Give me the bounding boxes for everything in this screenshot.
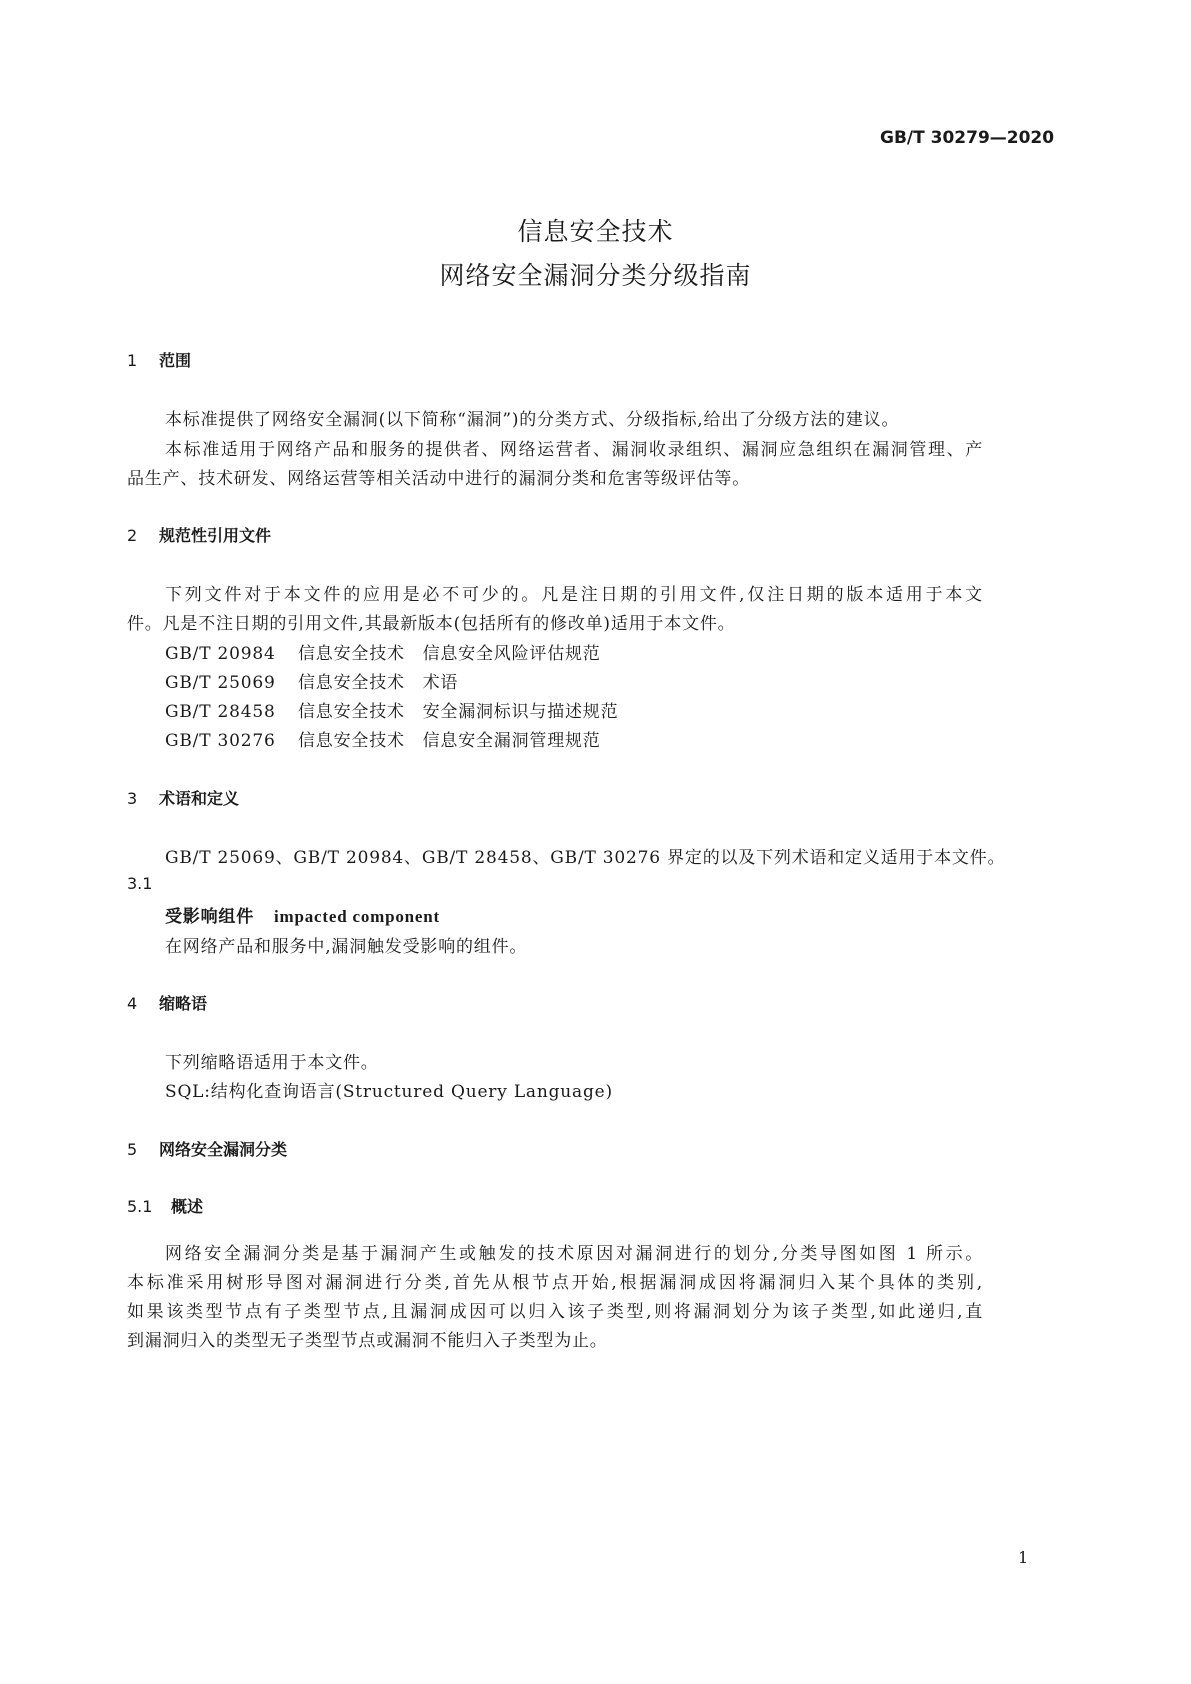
reference-title: 信息安全技术 信息安全漏洞管理规范 <box>298 731 601 751</box>
section-number: 1 <box>127 351 138 370</box>
section-number: 5.1 <box>127 1197 153 1216</box>
paragraph-line: 本标准采用树形导图对漏洞进行分类,首先从根节点开始,根据漏洞成因将漏洞归入某个具体的类别, <box>127 1273 983 1293</box>
section-title: 网络安全漏洞分类 <box>159 1140 288 1159</box>
reference-code: GB/T 28458 <box>165 702 276 722</box>
reference-item <box>165 697 618 722</box>
section-1-heading <box>127 348 191 371</box>
reference-item <box>165 726 601 751</box>
section-2-heading <box>127 523 271 546</box>
reference-title: 信息安全技术 安全漏洞标识与描述规范 <box>298 702 619 722</box>
term-english: impacted component <box>274 907 440 926</box>
abbreviation-entry: SQL:结构化查询语言(Structured Query Language) <box>165 1082 613 1102</box>
paragraph-line: 网络安全漏洞分类是基于漏洞产生或触发的技术原因对漏洞进行的划分,分类导图如图 1 所示。 <box>165 1244 983 1264</box>
section-5-1-heading <box>127 1194 203 1217</box>
title-line-2: 网络安全漏洞分类分级指南 <box>439 261 752 290</box>
section-number: 5 <box>127 1140 138 1159</box>
reference-code: GB/T 30276 <box>165 731 276 751</box>
page-number: 1 <box>1018 1548 1029 1567</box>
section-title: 范围 <box>159 351 192 370</box>
reference-item <box>165 639 601 664</box>
section-5-heading <box>127 1137 287 1160</box>
standard-number: GB/T 30279—2020 <box>880 128 1055 148</box>
term-definition: 在网络产品和服务中,漏洞触发受影响的组件。 <box>165 937 528 957</box>
section-4-heading <box>127 991 207 1014</box>
title-line-1: 信息安全技术 <box>517 217 674 246</box>
paragraph-line: 到漏洞归入的类型无子类型节点或漏洞不能归入子类型为止。 <box>127 1331 608 1351</box>
section-title: 概述 <box>171 1197 204 1216</box>
term-number: 3.1 <box>127 874 153 893</box>
section-number: 2 <box>127 526 138 545</box>
paragraph-line: 本标准适用于网络产品和服务的提供者、网络运营者、漏洞收录组织、漏洞应急组织在漏洞管理、产 <box>165 440 983 460</box>
section-number: 3 <box>127 789 138 808</box>
reference-code: GB/T 25069 <box>165 673 276 693</box>
paragraph: GB/T 25069、GB/T 20984、GB/T 28458、GB/T 30276 界定的以及下列术语和定义适用于本文件。 <box>165 848 1006 868</box>
reference-item <box>165 668 458 693</box>
section-number: 4 <box>127 994 138 1013</box>
reference-code: GB/T 20984 <box>165 644 276 664</box>
section-3-heading <box>127 786 239 809</box>
reference-title: 信息安全技术 信息安全风险评估规范 <box>298 644 601 664</box>
section-title: 术语和定义 <box>159 789 240 808</box>
reference-title: 信息安全技术 术语 <box>298 673 459 693</box>
term-chinese: 受影响组件 <box>165 907 254 927</box>
paragraph-line: 品生产、技术研发、网络运营等相关活动中进行的漏洞分类和危害等级评估等。 <box>127 469 750 489</box>
term-entry <box>165 902 440 927</box>
section-title: 规范性引用文件 <box>159 526 272 545</box>
paragraph: 本标准提供了网络安全漏洞(以下简称“漏洞”)的分类方式、分级指标,给出了分级方法的建议。 <box>165 410 900 430</box>
paragraph-line: 件。凡是不注日期的引用文件,其最新版本(包括所有的修改单)适用于本文件。 <box>127 614 736 634</box>
section-title: 缩略语 <box>159 994 208 1013</box>
paragraph-line: 下列文件对于本文件的应用是必不可少的。凡是注日期的引用文件,仅注日期的版本适用于本文 <box>165 585 983 605</box>
paragraph: 下列缩略语适用于本文件。 <box>165 1053 379 1073</box>
paragraph-line: 如果该类型节点有子类型节点,且漏洞成因可以归入该子类型,则将漏洞划分为该子类型,如此递归,直 <box>127 1302 983 1322</box>
